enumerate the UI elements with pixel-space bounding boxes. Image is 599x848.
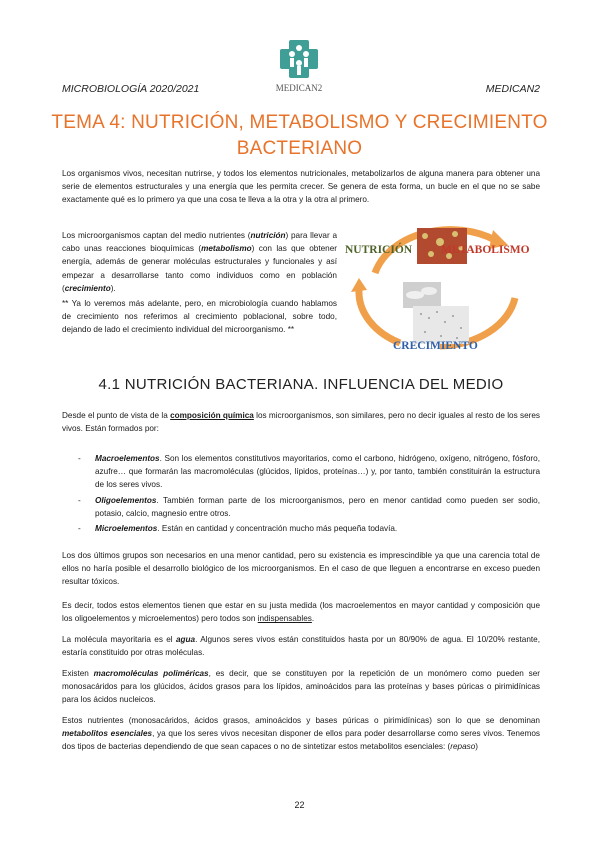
list-item: - Microelementos. Están en cantidad y concentración mucho más pequeña todavía. bbox=[78, 524, 398, 534]
svg-text:MEDICAN2: MEDICAN2 bbox=[275, 83, 323, 93]
composition-paragraph: Desde el punto de vista de la composición química los microorganismos, son similares, pero no decir iguales al resto de los seres vivos. Están formados por: bbox=[62, 411, 541, 434]
header-course: MICROBIOLOGÍA 2020/2021 bbox=[62, 83, 200, 95]
growth-note: ** Ya lo veremos más adelante, pero, en microbiología cuando hablamos de crecimiento nos referimos al crecimiento poblacional, sobre todo, dejando de lado el crecimiento individual del microorganismo. ** bbox=[62, 299, 337, 335]
nutrition-cycle-figure bbox=[345, 218, 535, 360]
figure-label-nutricion: NUTRICIÓN bbox=[345, 244, 413, 256]
macromolecules-paragraph: Existen macromoléculas poliméricas, es decir, que se constituyen por la repetición de un monómero como pueden ser monosacáridos para los glúcidos, ácidos grasos para los lípidos, aminoácidos para las proteínas y bases púricas o pirimidínicas para los ácidos nucleicos. bbox=[62, 669, 541, 705]
page-number: 22 bbox=[294, 800, 305, 810]
trace-elements-paragraph: Los dos últimos grupos son necesarios en una menor cantidad, pero su existencia es imprescindible ya que una carencia total de ellos no haría posible el desarrollo biológico de los microorganismos. En el caso de que lleguen a encontrarse en exceso pueden resultar tóxicos. bbox=[62, 551, 540, 587]
list-item: - Macroelementos. Son los elementos constitutivos mayoritarios, como el carbono, hidrógeno, oxígeno, nitrógeno, fósforo, azufre… que formarán las macromoléculas (glúcidos, lípidos, proteínas…) y, por tanto, también constituirán la estructura de los seres vivos. bbox=[78, 454, 540, 490]
list-item: - Oligoelementos. También forman parte de los microorganismos, pero en menor cantidad como pueden ser sodio, potasio, calcio, magnesio entre otros. bbox=[78, 495, 540, 518]
chapter-title-line1: TEMA 4: NUTRICIÓN, METABOLISMO Y CRECIMIENTO bbox=[51, 112, 548, 133]
header-brand: MEDICAN2 bbox=[485, 83, 540, 95]
nutrition-definition-paragraph: Los microorganismos captan del medio nutrientes (nutrición) para llevar a cabo unas reacciones bioquímicas (metabolismo) con las que obtener energía, además de generar moléculas estructurales y funcionales y así empezar a desarrollarse tanto como individuos como en población (crecimiento). bbox=[62, 231, 337, 293]
medican2-logo bbox=[266, 38, 332, 96]
figure-label-crecimiento: CRECIMIENTO bbox=[393, 340, 478, 352]
elements-list bbox=[78, 452, 540, 537]
intro-paragraph: Los organismos vivos, necesitan nutrirse, y todos los elementos nutricionales, metabolizarlos de alguna manera para obtener una serie de elementos estructurales y una energía que les permita crecer. Se genera de esta forma, un bucle en el que no se sabe exactamente qué es lo primero ya que una cosa te lleva a la otra y la otra al primero. bbox=[62, 169, 540, 205]
balance-paragraph: Es decir, todos estos elementos tienen que estar en su justa medida (los macroelementos en mayor cantidad y composición que los oligoelementos y microelementos) pero todos son indispensables. bbox=[62, 601, 540, 624]
metabolites-paragraph: Estos nutrientes (monosacáridos, ácidos grasos, aminoácidos y bases púricas o pirimidínicas) son lo que se denominan metabolitos esenciales, ya que los seres vivos necesitan disponer de ellos para poder desarrollarse como seres vivos. Tenemos dos tipos de bacterias dependiendo de que sean capaces o no de sintetizar estos metabolitos esenciales: (repaso) bbox=[62, 716, 541, 752]
water-paragraph: La molécula mayoritaria es el agua. Algunos seres vivos están constituidos hasta por un 80/90% de agua. El 10/20% restante, estaría constituido por otras moléculas. bbox=[62, 635, 540, 658]
section-heading: 4.1 NUTRICIÓN BACTERIANA. INFLUENCIA DEL MEDIO bbox=[98, 376, 504, 393]
chapter-title-line2: BACTERIANO bbox=[236, 138, 363, 159]
figure-label-metabolismo: METABOLISMO bbox=[441, 244, 530, 256]
